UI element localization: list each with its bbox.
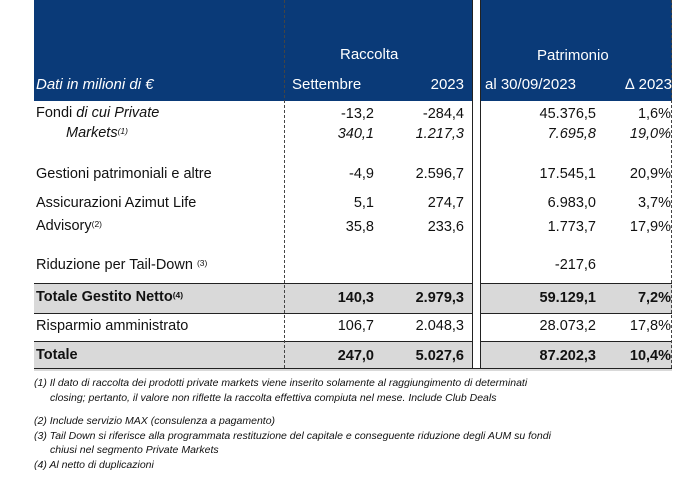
col-settembre: Settembre [292,76,362,93]
row-risparmio-label: Risparmio amministrato [36,318,189,334]
row-private-patrimonio: 7.695,8 [547,126,596,142]
row-totale-gestito-2023: 2.979,3 [415,290,464,306]
row-private-delta: 19,0% [629,126,671,142]
raccolta-heading: Raccolta [340,46,399,63]
footnote-3-line-1: (3) Tail Down si riferisce alla programmata restituzione del capitale e conseguente riduzione degli AUM su fondi [34,430,551,442]
row-fondi-patrimonio: 45.376,5 [539,106,596,122]
col-delta: ∆ 2023 [625,76,672,93]
row-risparmio-2023: 2.048,3 [415,318,464,334]
row-risparmio-settembre: 106,7 [337,318,374,334]
raccolta-left-divider [284,0,285,368]
row-gestioni-delta: 20,9% [629,166,671,182]
row-advisory-patrimonio: 1.773,7 [547,219,596,235]
row-riduzione-patrimonio: -217,6 [554,257,596,273]
row-risparmio-patrimonio: 28.073,2 [539,318,596,334]
row-assicurazioni-2023: 274,7 [427,195,464,211]
unit-label: Dati in milioni di € [36,76,154,93]
footnote-1-line-2: closing; pertanto, il valore non riflette la raccolta effettiva compiuta nel mese. Include Club Deals [50,392,497,404]
row-assicurazioni-label: Assicurazioni Azimut Life [36,195,197,211]
row-totale-2023: 5.027,6 [415,348,464,364]
row-fondi-label: Fondi di cui Private [36,105,160,121]
row-totale-gestito-delta: 7,2% [637,290,671,306]
column-separator [472,0,481,368]
row-fondi-delta: 1,6% [637,106,671,122]
row-advisory-delta: 17,9% [629,219,671,235]
footnote-4: (4) Al netto di duplicazioni [34,459,154,471]
row-fondi-2023: -284,4 [422,106,464,122]
row-gestioni-patrimonio: 17.545,1 [539,166,596,182]
row-risparmio-delta: 17,8% [629,318,671,334]
row-advisory-2023: 233,6 [427,219,464,235]
row-totale-settembre: 247,0 [337,348,374,364]
row-gestioni-settembre: -4,9 [349,166,374,182]
rule-top-totale [34,341,672,342]
row-riduzione-label: Riduzione per Tail-Down $^{(3)}$ [36,257,208,273]
rule-top-totale-gestito [34,283,672,284]
footnote-1-line-1: (1) Il dato di raccolta dei prodotti private markets viene inserito solamente al raggiungimento di determinati [34,377,528,389]
row-totale-label: Totale [36,347,78,363]
row-totale-gestito-settembre: 140,3 [337,290,374,306]
row-gestioni-2023: 2.596,7 [415,166,464,182]
row-advisory-settembre: 35,8 [345,219,374,235]
row-private-settembre: 340,1 [337,126,374,142]
row-gestioni-label: Gestioni patrimoniali e altre [36,166,212,182]
row-assicurazioni-patrimonio: 6.983,0 [547,195,596,211]
row-assicurazioni-delta: 3,7% [637,195,671,211]
row-private-label: Markets$^{(1)}$ [66,125,128,141]
row-totale-delta: 10,4% [629,348,671,364]
footnote-2: (2) Include servizio MAX (consulenza a pagamento) [34,415,276,427]
row-private-2023: 1.217,3 [415,126,464,142]
row-totale-gestito-label: Totale Gestito Netto$^{(4)}$ [36,289,184,305]
patrimonio-heading: Patrimonio [537,47,609,64]
rule-bottom-totale [34,368,672,369]
footnote-3-line-2: chiusi nel segmento Private Markets [50,444,219,456]
col-2023: 2023 [430,76,464,93]
row-assicurazioni-settembre: 5,1 [353,195,374,211]
rule-bottom-totale-gestito [34,313,672,314]
col-patrimonio: al 30/09/2023 [485,76,576,93]
row-advisory-label: Advisory$^{(2)}$ [36,218,102,234]
row-totale-gestito-patrimonio: 59.129,1 [539,290,596,306]
row-totale-patrimonio: 87.202,3 [539,348,596,364]
row-fondi-settembre: -13,2 [340,106,374,122]
patrimonio-right-divider [671,0,672,368]
